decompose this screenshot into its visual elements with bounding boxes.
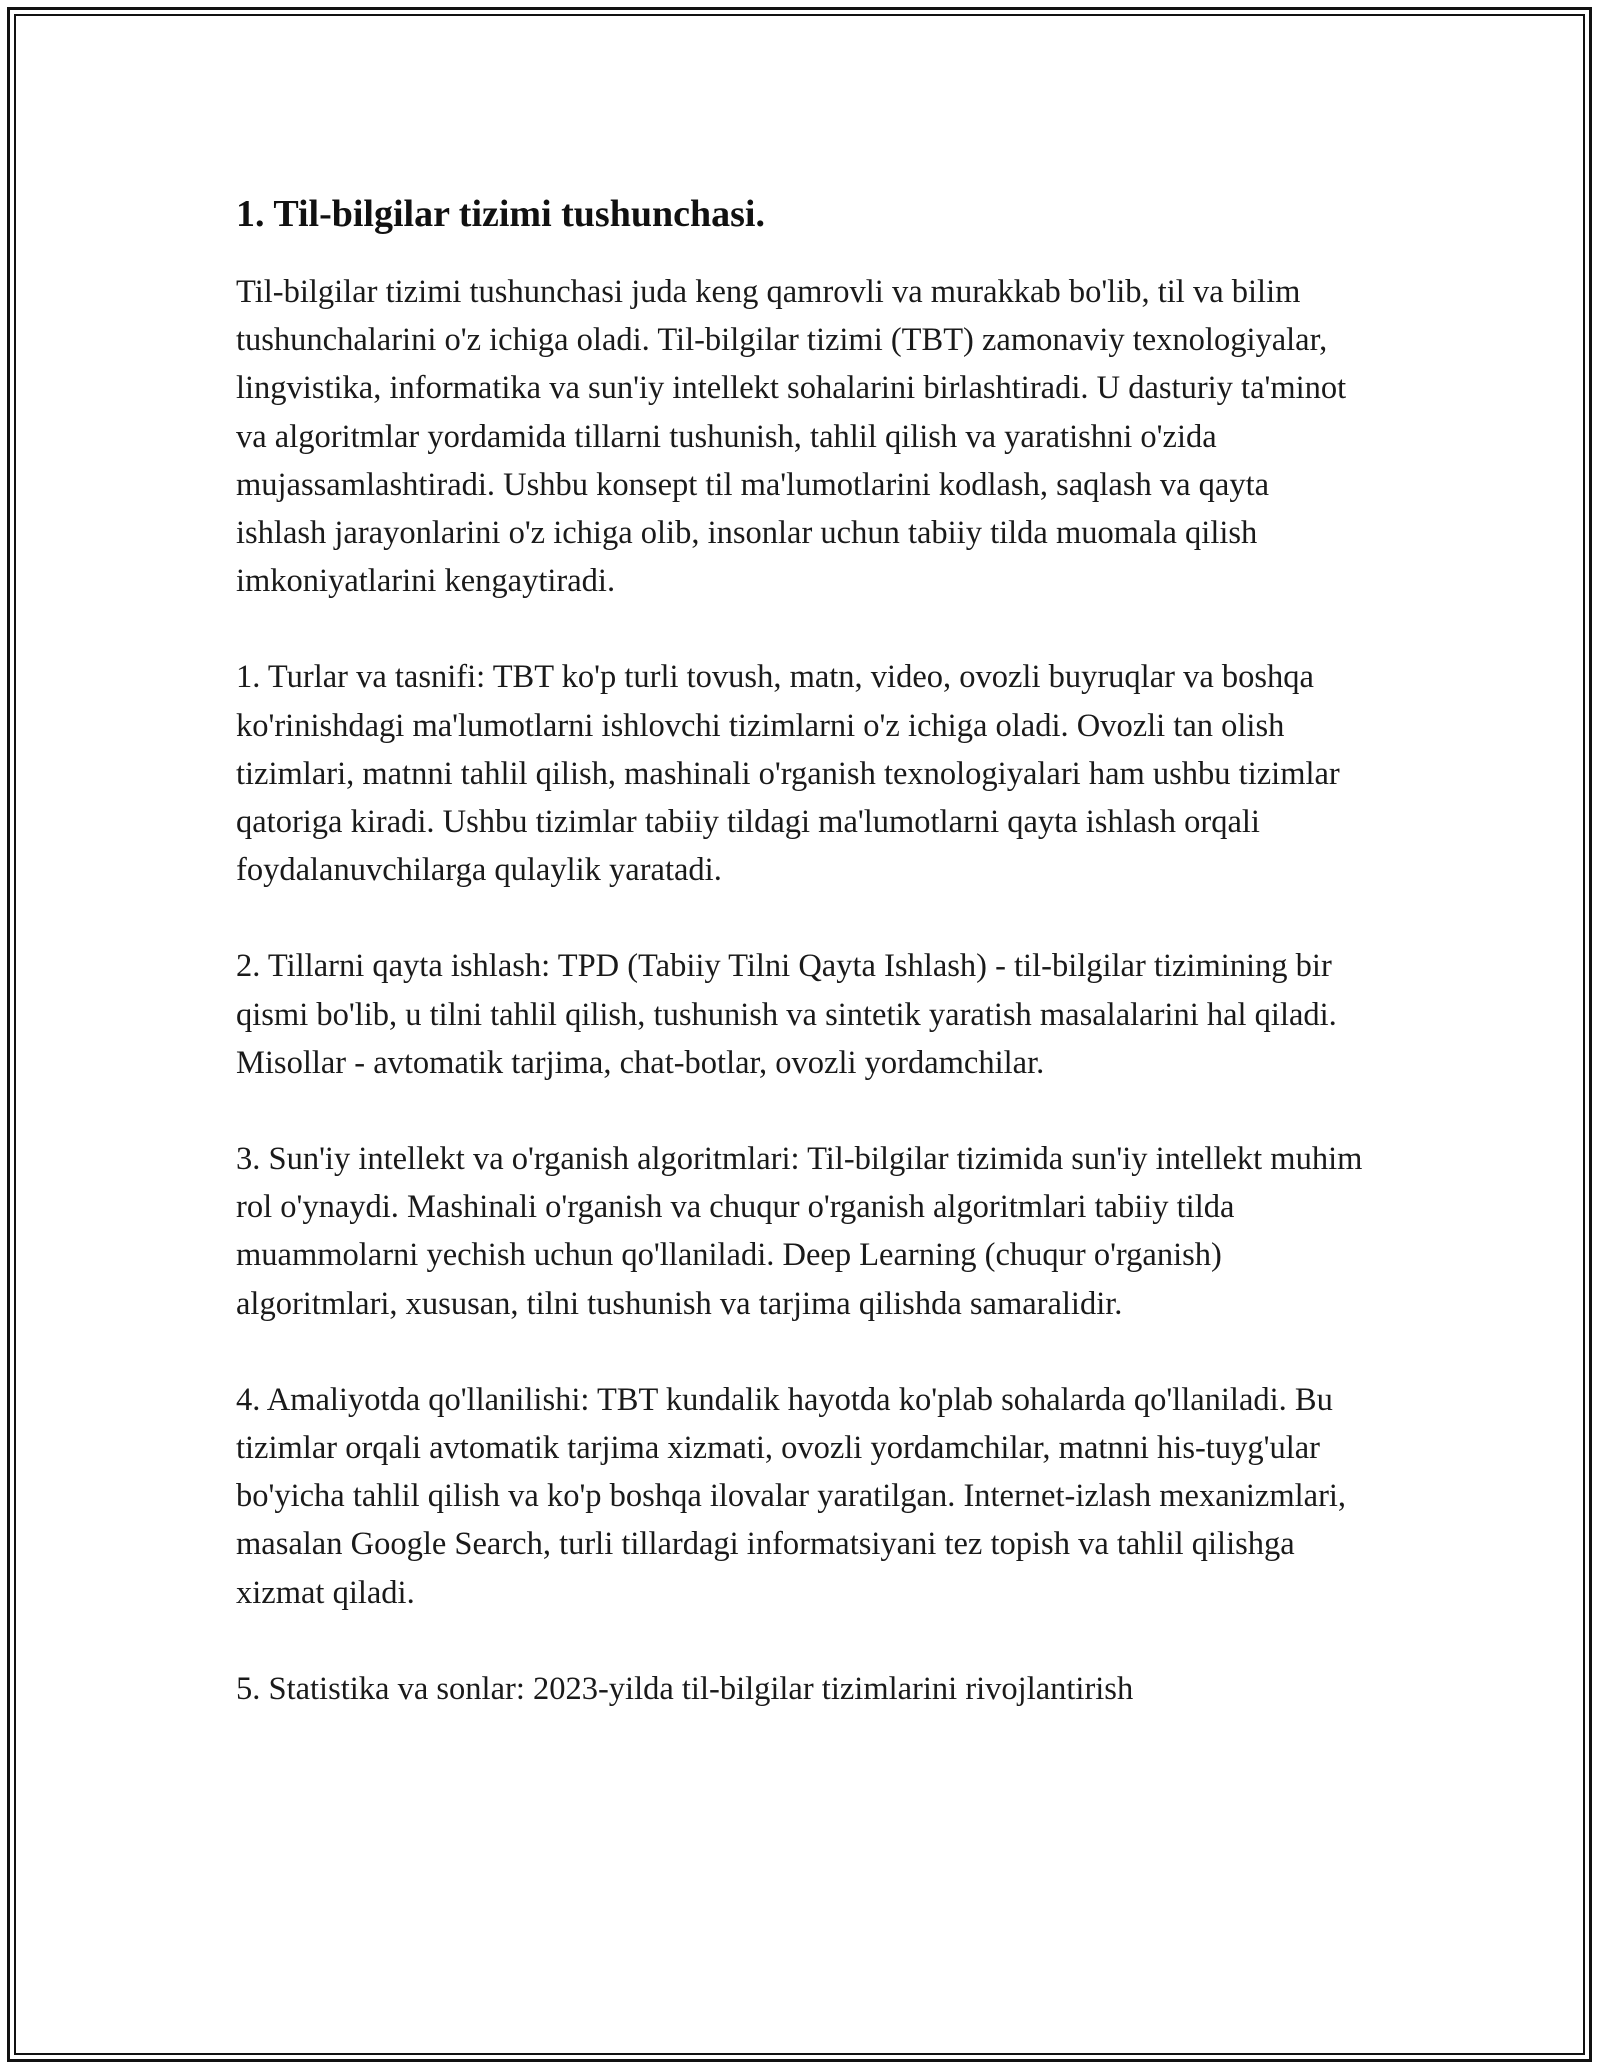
paragraph-ai-algorithms: 3. Sun'iy intellekt va o'rganish algoritmlari: Til-bilgilar tizimida sun'iy intellekt muhim rol o'ynaydi. Mashinali o'rganish va chuqur o'rganish algoritmlari tabiiy tilda muammolarni yechish uchun qo'llaniladi. Deep Learning (chuqur o'rganish) algoritmlari, xususan, tilni tushunish va tarjima qilishda samaralidir. xyxy=(236,1141,1363,1322)
intro-paragraph: Til-bilgilar tizimi tushunchasi juda keng qamrovli va murakkab bo'lib, til va bilim tushunchalarini o'z ichiga oladi. Til-bilgilar tizimi (TBT) zamonaviy texnologiyalar, lingvistika, informatika va sun'iy intellekt sohalarini birlashtiradi. U dasturiy ta'minot va algoritmlar yordamida tillarni tushunish, tahlil qilish va yaratishni o'zida mujassamlashtiradi. Ushbu konsept til ma'lumotlarini kodlash, saqlash va qayta ishlash jarayonlarini o'z ichiga olib, insonlar uchun tabiiy tilda muomala qilish imkoniyatlarini kengaytiradi. xyxy=(236,274,1347,600)
paragraph-language-processing: 2. Tillarni qayta ishlash: TPD (Tabiiy Tilni Qayta Ishlash) - til-bilgilar tizimining bir qismi bo'lib, u tilni tahlil qilish, tushunish va sintetik yaratish masalalarini hal qiladi. Misollar - avtomatik tarjima, chat-botlar, ovozli yordamchilar. xyxy=(236,948,1337,1081)
paragraph-statistics: 5. Statistika va sonlar: 2023-yilda til-bilgilar tizimlarini rivojlantirish xyxy=(236,1670,1134,1707)
paragraph-types-classification: 1. Turlar va tasnifi: TBT ko'p turli tovush, matn, video, ovozli buyruqlar va boshqa ko'rinishdagi ma'lumotlarni ishlovchi tizimlarni o'z ichiga oladi. Ovozli tan olish tizimlari, matnni tahlil qilish, mashinali o'rganish texnologiyalari ham ushbu tizimlar qatoriga kiradi. Ushbu tizimlar tabiiy tildagi ma'lumotlarni qayta ishlash orqali foydalanuvchilarga qulaylik yaratadi. xyxy=(236,659,1340,889)
section-heading: 1. Til-bilgilar tizimi tushunchasi. xyxy=(236,193,765,235)
document-body xyxy=(236,188,1366,1761)
paragraph-practical-use: 4. Amaliyotda qo'llanilishi: TBT kundalik hayotda ko'plab sohalarda qo'llaniladi. Bu tizimlar orqali avtomatik tarjima xizmati, ovozli yordamchilar, matnni his-tuyg'ular bo'yicha tahlil qilish va ko'p boshqa ilovalar yaratilgan. Internet-izlash mexanizmlari, masalan Google Search, turli tillardagi informatsiyani tez topish va tahlil qilishga xizmat qiladi. xyxy=(236,1381,1347,1611)
